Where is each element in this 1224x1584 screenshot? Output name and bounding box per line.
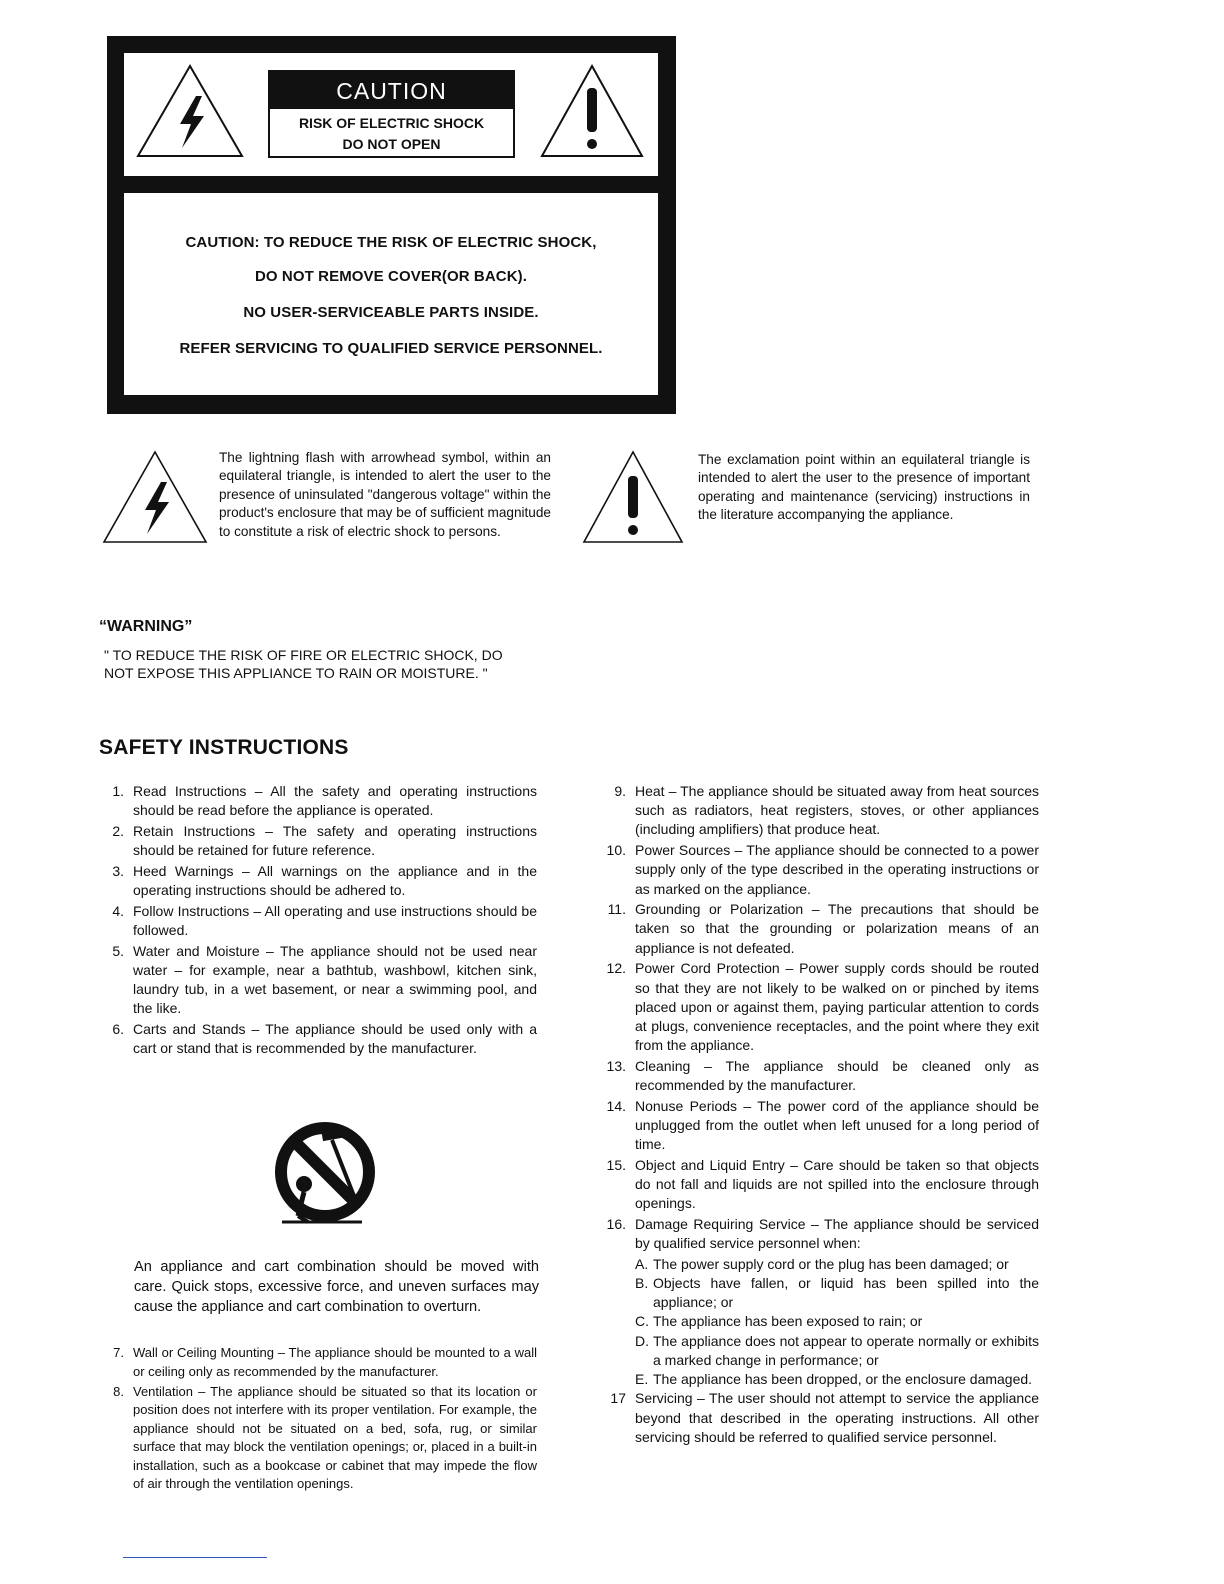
item-number: 6. — [112, 1020, 124, 1037]
item-number: 12. — [606, 960, 626, 977]
sub-item-text: The appliance has been dropped, or the enclosure damaged. — [653, 1371, 1033, 1388]
footer-rule — [123, 1557, 267, 1558]
caution-label — [268, 70, 515, 158]
caution-line-1: CAUTION: TO REDUCE THE RISK OF ELECTRIC SHOCK, — [185, 234, 597, 251]
sub-item-letter: B. — [635, 1275, 649, 1292]
item-number: 13. — [606, 1057, 626, 1074]
caution-label-title: CAUTION — [270, 72, 513, 109]
list-item — [100, 862, 537, 900]
item-text: Retain Instructions – The safety and operating instructions should be retained for future reference. — [133, 822, 537, 859]
item-text: Power Sources – The appliance should be connected to a power supply only of the type described in the operating instructions or as marked on the appliance. — [635, 842, 1039, 897]
safety-list-left — [100, 782, 537, 1060]
list-item — [602, 900, 1039, 958]
list-item — [602, 782, 1039, 840]
list-item — [602, 841, 1039, 899]
item-number: 3. — [112, 862, 124, 879]
list-item — [100, 1020, 537, 1058]
caution-label-line-1: RISK OF ELECTRIC SHOCK — [298, 115, 485, 131]
item-text: Carts and Stands – The appliance should be used only with a cart or stand that is recommended by the manufacturer. — [133, 1020, 537, 1057]
item-text: Ventilation – The appliance should be situated so that its location or position does not interfere with its proper ventilation. For example, the appliance should not be situated on a bed, sofa, rug, or similar surface that may block the ventilation openings; or, placed in a built-in installation, such as a bookcase or cabinet that may impede the flow of air through the ventilation openings. — [133, 1383, 537, 1491]
sub-list-item — [602, 1370, 1039, 1389]
item-number: 10. — [606, 842, 626, 859]
item-number: 5. — [112, 942, 124, 959]
item-text: Heat – The appliance should be situated away from heat sources such as radiators, heat registers, stoves, or other appliances (including amplifiers) that produce heat. — [635, 783, 1039, 838]
list-item — [100, 782, 537, 820]
caution-bottom-panel — [124, 193, 658, 395]
exclamation-symbol-icon — [580, 448, 686, 546]
item-text: Heed Warnings – All warnings on the appliance and in the operating instructions should be adhered to. — [133, 862, 537, 899]
list-item — [602, 1057, 1039, 1095]
sub-item-letter: D. — [635, 1332, 649, 1349]
list-item — [100, 902, 537, 940]
list-item — [602, 959, 1039, 1055]
item-number: 4. — [112, 902, 124, 919]
item-number: 15. — [606, 1156, 626, 1173]
item-text: Cleaning – The appliance should be cleaned only as recommended by the manufacturer. — [635, 1057, 1039, 1094]
item-text: Servicing – The user should not attempt to service the appliance beyond that described in the operating instructions. All other servicing should be referred to qualified service personnel. — [635, 1390, 1039, 1445]
sub-list-item — [602, 1332, 1039, 1370]
item-text: Water and Moisture – The appliance should not be used near water – for example, near a bathtub, washbowl, kitchen sink, laundry tub, in a wet basement, or near a swimming pool, and the like. — [133, 942, 537, 1017]
item-number: 17 — [610, 1390, 626, 1407]
list-item — [602, 1215, 1039, 1253]
caution-line-3: NO USER-SERVICEABLE PARTS INSIDE. — [243, 304, 539, 321]
sub-item-letter: A. — [635, 1255, 649, 1272]
item-text: Power Cord Protection – Power supply cords should be routed so that they are not likely to be walked on or pinched by items placed upon or against them, paying particular attention to cords at plugs, convenience receptacles, and the point where they exit from the appliance. — [635, 960, 1039, 1054]
list-item — [100, 942, 537, 1019]
caution-line-4: REFER SERVICING TO QUALIFIED SERVICE PERSONNEL. — [179, 340, 603, 357]
item-text: Wall or Ceiling Mounting – The appliance should be mounted to a wall or ceiling only as recommended by the manufacturer. — [133, 1345, 537, 1379]
item-number: 7. — [113, 1345, 124, 1360]
sub-list-item — [602, 1312, 1039, 1331]
item-text: Nonuse Periods – The power cord of the appliance should be unplugged from the outlet when left unused for a long period of time. — [635, 1097, 1039, 1153]
safety-instructions-heading: SAFETY INSTRUCTIONS — [99, 736, 349, 759]
caution-label-line-2: DO NOT OPEN — [342, 136, 441, 152]
list-item — [100, 822, 537, 860]
sub-item-text: The appliance has been exposed to rain; or — [653, 1313, 923, 1330]
caution-line-2: DO NOT REMOVE COVER(OR BACK). — [254, 268, 528, 285]
warning-text: " TO REDUCE THE RISK OF FIRE OR ELECTRIC SHOCK, DO NOT EXPOSE THIS APPLIANCE TO RAIN OR MOISTURE. " — [104, 647, 503, 681]
safety-list-left-2 — [100, 1344, 537, 1495]
sub-item-text: The power supply cord or the plug has been damaged; or — [653, 1255, 1009, 1272]
sub-item-letter: E. — [635, 1371, 649, 1388]
item-number: 16. — [606, 1215, 626, 1232]
item-number: 9. — [614, 783, 626, 799]
list-item — [100, 1383, 537, 1494]
sub-list-item — [602, 1255, 1039, 1274]
lightning-symbol-description: The lightning flash with arrowhead symbol, within an equilateral triangle, is intended to alert the user to the presence of uninsulated "dangerous voltage" within the product's enclosure that may be of sufficient magnitude to constitute a risk of electric shock to persons. — [219, 450, 551, 539]
item-text: Object and Liquid Entry – Care should be taken so that objects do not fall and liquids are not spilled into the enclosure through openings. — [635, 1156, 1039, 1212]
cart-caption: An appliance and cart combination should be moved with care. Quick stops, excessive force, and uneven surfaces may cause the appliance and cart combination to overturn. — [134, 1259, 539, 1315]
sub-item-text: Objects have fallen, or liquid has been spilled into the appliance; or — [653, 1275, 1039, 1311]
list-item — [602, 1156, 1039, 1214]
list-item — [602, 1389, 1039, 1447]
warning-heading: “WARNING” — [99, 618, 193, 635]
item-text: Damage Requiring Service – The appliance should be serviced by qualified service personnel when: — [635, 1215, 1039, 1252]
sub-item-text: The appliance does not appear to operate normally or exhibits a marked change in performance; or — [653, 1332, 1039, 1368]
exclamation-symbol-description: The exclamation point within an equilateral triangle is intended to alert the user to the presence of important operating and maintenance (servicing) instructions in the literature accompanying the appliance. — [698, 452, 1030, 523]
item-number: 1. — [112, 783, 124, 799]
sub-item-letter: C. — [635, 1313, 649, 1330]
lightning-symbol-icon — [100, 448, 210, 546]
list-item — [602, 1097, 1039, 1155]
exclamation-warning-icon — [538, 62, 646, 160]
item-number: 11. — [607, 901, 626, 918]
list-item — [100, 1344, 537, 1381]
safety-list-right — [602, 782, 1039, 1448]
cart-tipover-icon — [262, 1118, 388, 1228]
item-text: Read Instructions – All the safety and operating instructions should be read before the appliance is operated. — [133, 783, 537, 819]
item-text: Follow Instructions – All operating and use instructions should be followed. — [133, 902, 537, 938]
item-number: 2. — [112, 822, 124, 839]
item-number: 14. — [606, 1097, 626, 1114]
sub-list-item — [602, 1274, 1039, 1312]
item-number: 8. — [113, 1383, 124, 1399]
lightning-warning-icon — [134, 62, 246, 160]
item-text: Grounding or Polarization – The precautions that should be taken so that the grounding or polarization means of an appliance is not defeated. — [635, 901, 1039, 956]
